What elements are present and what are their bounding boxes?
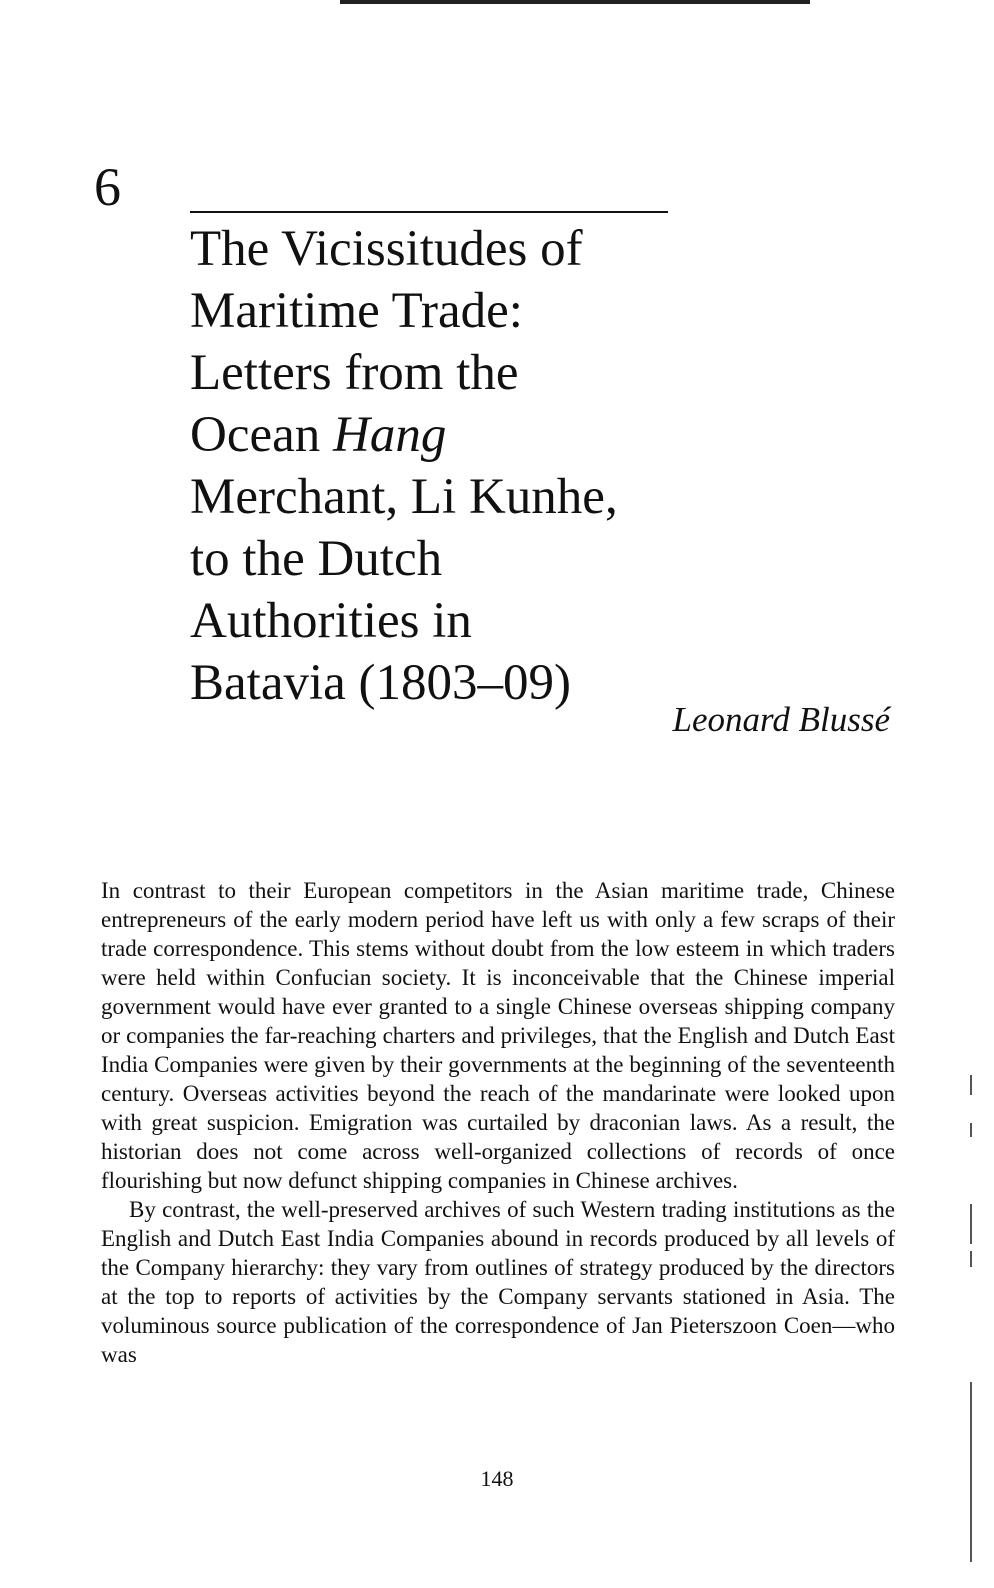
title-text: Letters from the [190, 345, 519, 401]
chapter-number: 6 [94, 157, 121, 217]
margin-scan-mark [970, 1204, 972, 1244]
title-text: to the Dutch [190, 531, 443, 587]
title-text: Maritime Trade: [190, 283, 523, 339]
chapter-title-line [190, 218, 710, 280]
page-number: 148 [480, 1466, 514, 1491]
chapter-title-line [190, 528, 710, 590]
chapter-title-line [190, 466, 710, 528]
chapter-title-line [190, 590, 710, 652]
body-paragraph: In contrast to their European competitors in the Asian maritime trade, Chinese entrepreneurs of the early modern period have left us with only a few scraps of their trade correspondence. This stems without doubt from the low esteem in which traders were held within Confucian society. It is inconceivable that the Chinese imperial government would have ever granted to a single Chinese overseas shipping company or companies the far-reaching charters and privileges, that the English and Dutch East India Companies were given by their governments at the beginning of the seventeenth century. Overseas activities beyond the reach of the mandarinate were looked upon with great suspicion. Emigration was curtailed by draconian laws. As a result, the historian does not come across well-organized collections of records of once flourishing but now defunct shipping companies in Chinese archives. [101, 878, 895, 1193]
chapter-author: Leonard Blussé [672, 700, 890, 739]
chapter-title-line [190, 280, 710, 342]
margin-scan-mark [970, 1382, 972, 1562]
body-text [101, 876, 895, 1369]
top-scan-rule [340, 0, 810, 4]
title-text: The Vicissitudes of [190, 221, 583, 277]
chapter-rule [190, 211, 668, 213]
margin-scan-mark [970, 1123, 972, 1137]
margin-scan-mark [970, 1251, 972, 1267]
title-text: Ocean [190, 407, 333, 463]
margin-scan-mark [970, 1075, 972, 1095]
title-text: Authorities in [190, 593, 472, 649]
title-text: Batavia (1803–09) [190, 655, 571, 711]
chapter-title-line [190, 404, 710, 466]
chapter-title [190, 218, 710, 714]
title-text: Merchant, Li Kunhe, [190, 469, 618, 525]
body-paragraph: By contrast, the well-preserved archives of such Western trading institutions as the English and Dutch East India Companies abound in records produced by all levels of the Company hierarchy: they vary from outlines of strategy produced by the directors at the top to reports of activities by the Company servants stationed in Asia. The voluminous source publication of the correspondence of Jan Pieterszoon Coen—who was [101, 1197, 895, 1367]
title-italic-term: Hang [333, 407, 447, 463]
chapter-title-line [190, 342, 710, 404]
